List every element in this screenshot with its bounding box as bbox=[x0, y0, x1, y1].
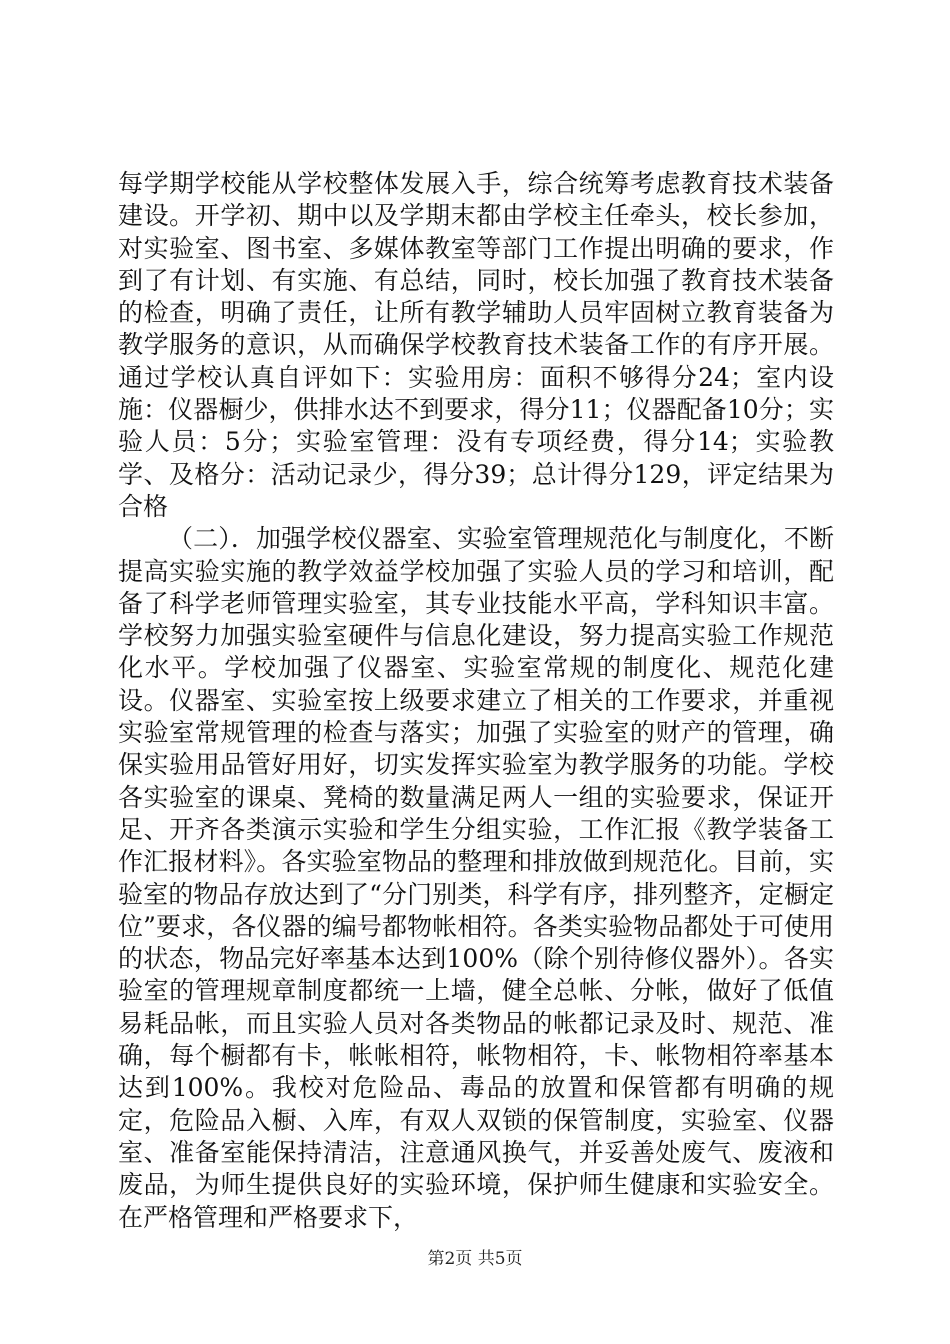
paragraph-lab-management: （二）．加强学校仪器室、实验室管理规范化与制度化，不断提高实验实施的教学效益学校加强了实验人员的学习和培训，配备了科学老师管理实验室，其专业技能水平高，学科知识丰富。学校努力加强实验室硬件与信息化建设，努力提高实验工作规范化水平。学校加强了仪器室、实验室常规的制度化、规范化建设。仪器室、实验室按上级要求建立了相关的工作要求，并重视实验室常规管理的检查与落实；加强了实验室的财产的管理，确保实验用品管好用好，切实发挥实验室为教学服务的功能。学校各实验室的课桌、凳椅的数量满足两人一组的实验要求，保证开足、开齐各类演示实验和学生分组实验，工作汇报《教学装备工作汇报材料》。各实验室物品的整理和排放做到规范化。目前，实验室的物品存放达到了“分门别类，科学有序，排列整齐，定橱定位”要求，各仪器的编号都物帐相符。各类实验物品都处于可使用的状态，物品完好率基本达到100%（除个别待修仪器外）。各实验室的管理规章制度都统一上墙，健全总帐、分帐，做好了低值易耗品帐，而且实验人员对各类物品的帐都记录及时、规范、准确，每个橱都有卡，帐帐相符，帐物相符，卡、帐物相符率基本达到100%。我校对危险品、毒品的放置和保管都有明确的规定，危险品入橱、入库，有双人双锁的保管制度，实验室、仪器室、准备室能保持清洁，注意通风换气，并妥善处废气、废液和废品，为师生提供良好的实验环境，保护师生健康和实验安全。在严格管理和严格要求下， bbox=[118, 524, 834, 1232]
page-number-footer: 第2页 共5页 bbox=[427, 1249, 523, 1269]
document-body bbox=[118, 168, 834, 1234]
paragraph-self-evaluation: 每学期学校能从学校整体发展入手，综合统筹考虑教育技术装备建设。开学初、期中以及学期末都由学校主任牵头，校长参加，对实验室、图书室、多媒体教室等部门工作提出明确的要求，作到了有计划、有实施、有总结，同时，校长加强了教育技术装备的检查，明确了责任，让所有教学辅助人员牢固树立教育装备为教学服务的意识，从而确保学校教育技术装备工作的有序开展。通过学校认真自评如下：实验用房：面积不够得分24；室内设施：仪器橱少，供排水达不到要求，得分11；仪器配备10分；实验人员：5分；实验室管理：没有专项经费，得分14；实验教学、及格分：活动记录少，得分39；总计得分129，评定结果为合格 bbox=[118, 169, 834, 521]
